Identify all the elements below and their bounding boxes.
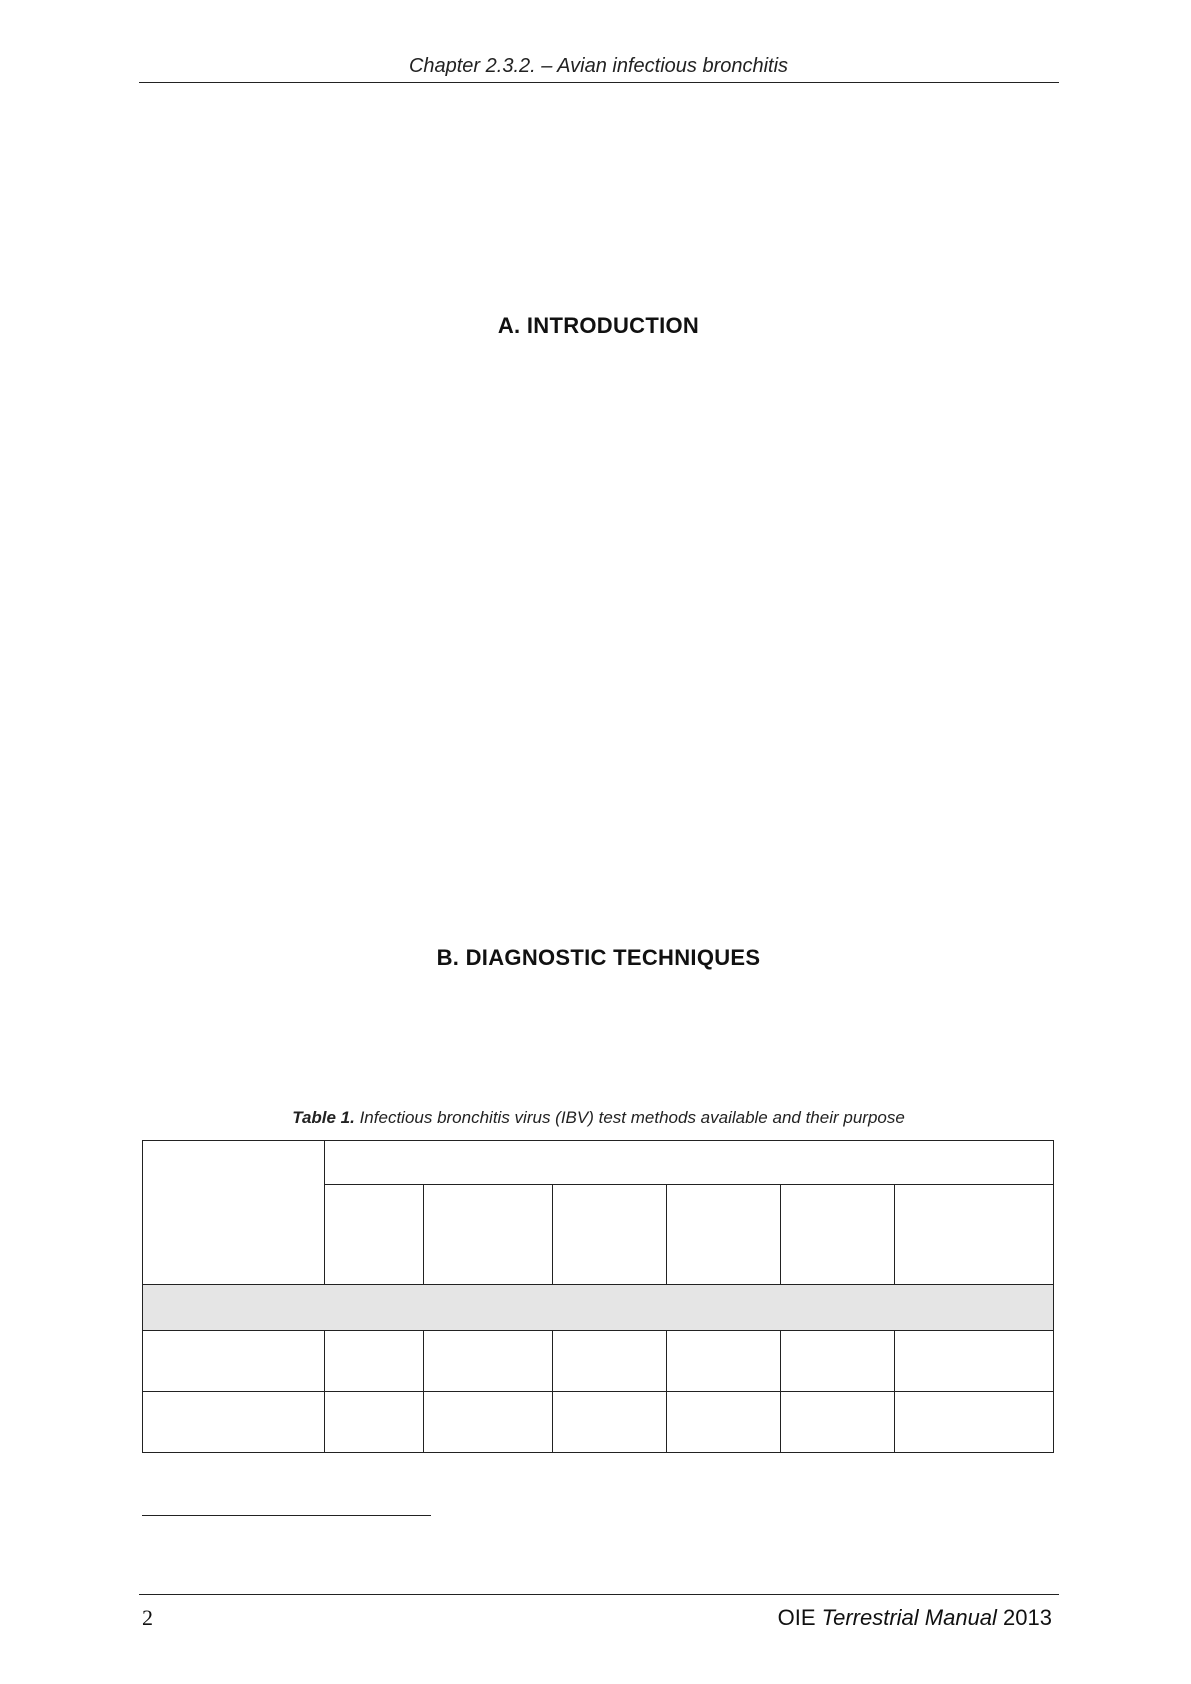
section-heading-introduction: A. INTRODUCTION [497,313,700,338]
page-number: 2 [142,1605,153,1630]
footer-manual-title [778,1605,1052,1631]
header-rule [139,82,1059,83]
running-header: Chapter 2.3.2. – Avian infectious bronchitis [408,55,789,77]
table-column-divider [666,1184,667,1284]
table-column-divider [552,1184,553,1284]
table-column-divider [780,1331,781,1453]
section-heading-diagnostic-techniques: B. DIAGNOSTIC TECHNIQUES [436,945,761,970]
footer-manual-year: 2013 [996,1605,1052,1630]
table-column-divider [894,1184,895,1284]
table-group-row [142,1284,1054,1331]
table-column-divider [780,1184,781,1284]
footer-manual-italic: Terrestrial Manual [821,1605,997,1630]
table-header-divider [324,1184,1054,1185]
table-column-divider [894,1331,895,1453]
table-row-divider [142,1391,1054,1392]
table-column-divider [423,1331,424,1453]
footnote-rule [142,1515,431,1516]
table-caption-label: Table 1. [292,1108,355,1127]
table-column-divider [552,1331,553,1453]
table-caption [139,1108,1058,1128]
footer-manual-prefix: OIE [777,1605,822,1630]
table-column-divider [423,1184,424,1284]
table-column-divider [666,1331,667,1453]
table-caption-text: Infectious bronchitis virus (IBV) test methods available and their purpose [354,1108,905,1127]
footer-rule [139,1594,1059,1595]
